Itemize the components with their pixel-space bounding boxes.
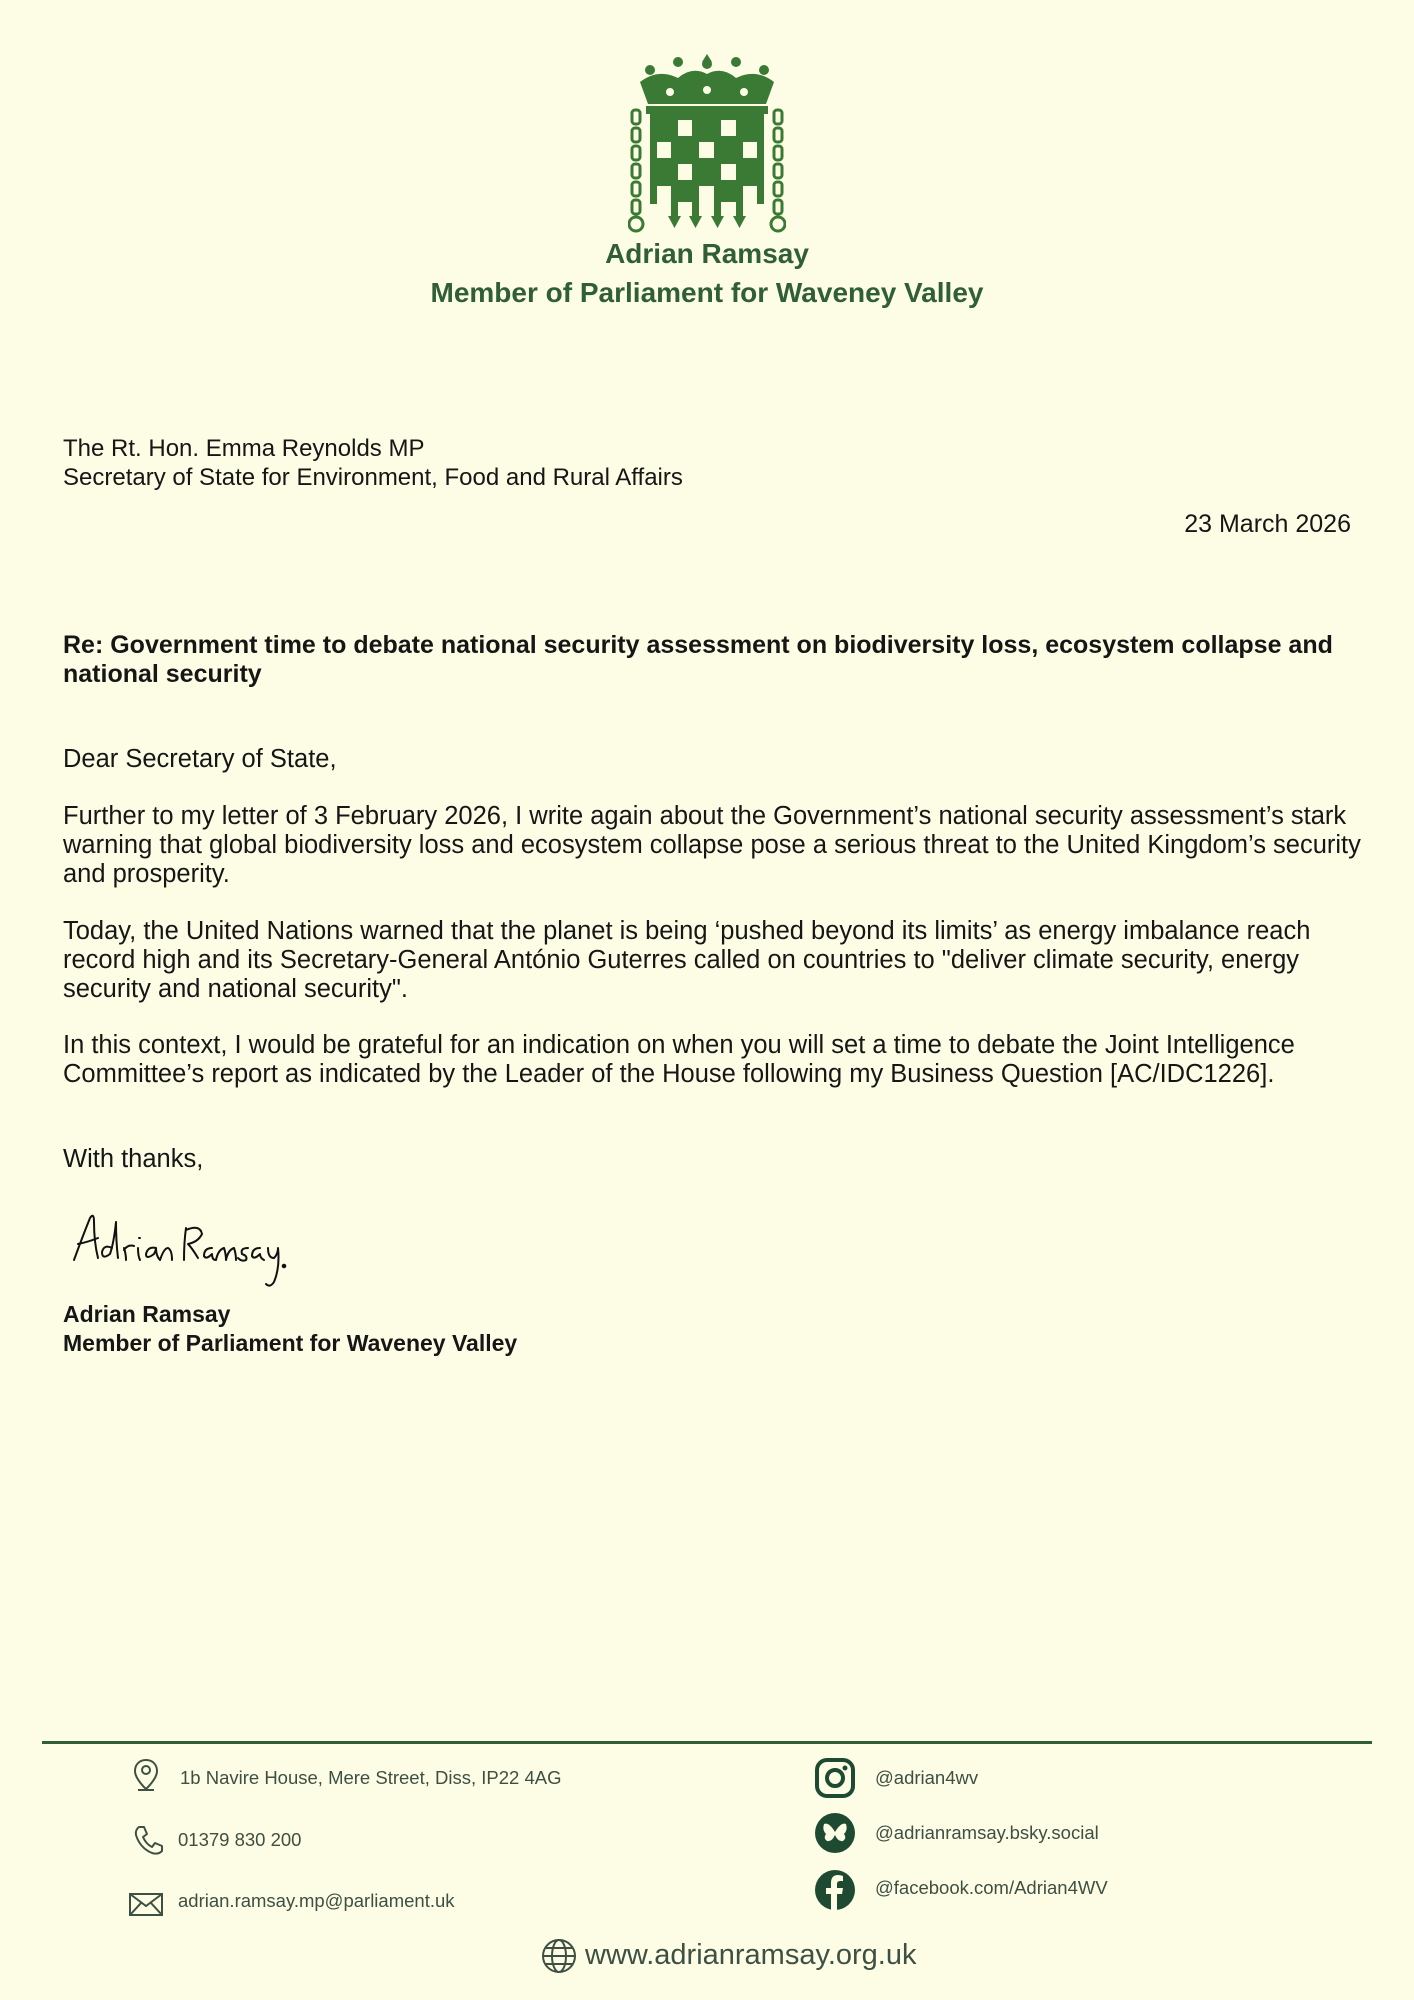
footer-divider [42, 1741, 1372, 1744]
facebook-icon [814, 1869, 856, 1911]
portcullis-crown-icon [628, 48, 786, 238]
letterhead-name: Adrian Ramsay [605, 238, 809, 269]
closing: With thanks, [63, 1145, 204, 1173]
recipient-block [63, 434, 683, 492]
letter-subject: Re: Government time to debate national security assessment on biodiversity loss, ecosystem collapse and national security [63, 631, 1333, 688]
phone-icon [132, 1823, 166, 1857]
footer-facebook[interactable]: @facebook.com/Adrian4WV [875, 1877, 1108, 1898]
footer-instagram[interactable]: @adrian4wv [875, 1767, 979, 1788]
signoff-block [63, 1300, 517, 1358]
handwritten-signature [68, 1208, 288, 1294]
envelope-icon [128, 1890, 164, 1918]
footer-bluesky[interactable]: @adrianramsay.bsky.social [875, 1822, 1099, 1843]
body-paragraph: In this context, I would be grateful for an indication on when you will set a time to debate the Joint Intelligence Committee’s report as indicated by the Leader of the House following my Business Question [AC/IDC1226]. [63, 1031, 1295, 1088]
body-paragraph: Further to my letter of 3 February 2026, I write again about the Government’s national security assessment’s stark warning that global biodiversity loss and ecosystem collapse pose a serious threat to the United Kingdom’s security and prosperity. [63, 802, 1361, 888]
letterhead-title: Member of Parliament for Waveney Valley [430, 277, 984, 308]
location-pin-icon [132, 1757, 160, 1793]
globe-icon [540, 1937, 578, 1975]
footer-address: 1b Navire House, Mere Street, Diss, IP22 4AG [180, 1767, 562, 1788]
footer-email[interactable]: adrian.ramsay.mp@parliament.uk [178, 1890, 455, 1911]
recipient-name: The Rt. Hon. Emma Reynolds MP [63, 435, 425, 462]
recipient-role: Secretary of State for Environment, Food and Rural Affairs [63, 464, 683, 491]
instagram-icon [814, 1757, 856, 1799]
footer-phone: 01379 830 200 [178, 1829, 302, 1850]
footer-website[interactable]: www.adrianramsay.org.uk [585, 1939, 917, 1971]
letter-date: 23 March 2026 [1184, 510, 1351, 538]
signoff-title: Member of Parliament for Waveney Valley [63, 1330, 518, 1356]
body-paragraph: Today, the United Nations warned that the planet is being ‘pushed beyond its limits’ as energy imbalance reach record high and its Secretary-General António Guterres called on countries to "deliver climate security, energy security and national security". [63, 917, 1311, 1003]
salutation: Dear Secretary of State, [63, 745, 337, 773]
bluesky-icon [814, 1812, 856, 1854]
signoff-name: Adrian Ramsay [63, 1301, 231, 1327]
